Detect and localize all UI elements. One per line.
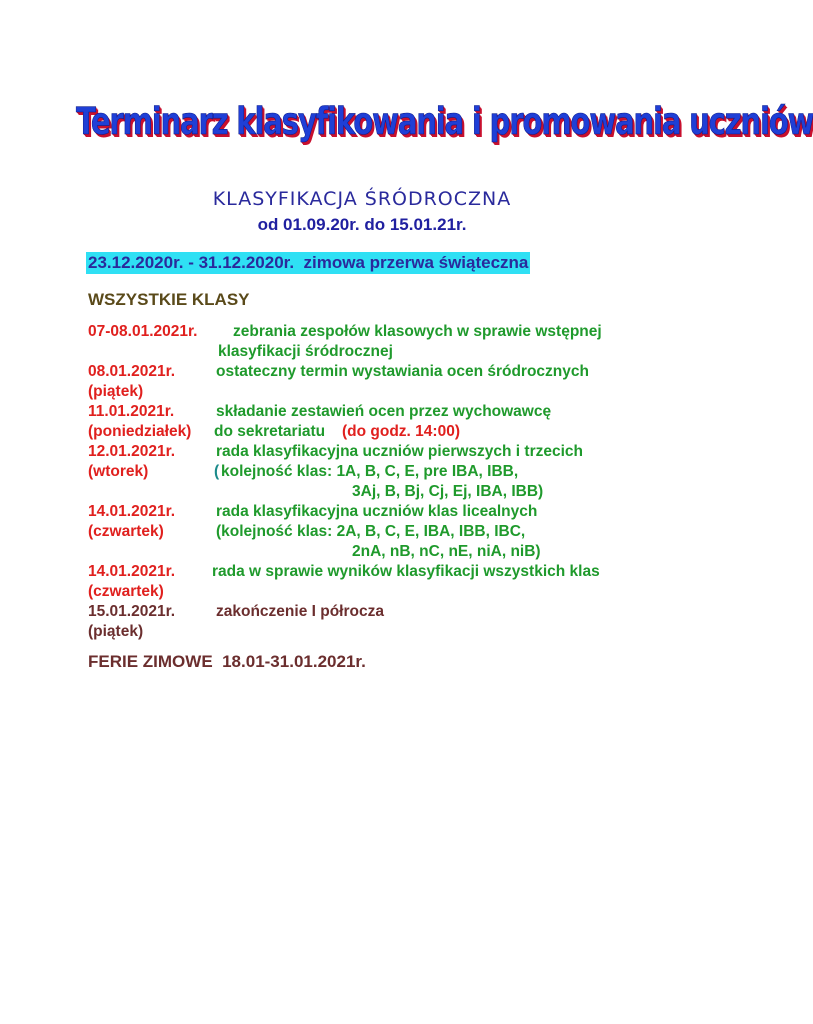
- winter-break: FERIE ZIMOWE 18.01-31.01.2021r.: [88, 652, 366, 671]
- entry-date: 14.01.2021r.: [88, 503, 176, 520]
- entry-text: 2nA, nB, nC, nE, niA, niB): [352, 543, 541, 560]
- entry-text: klasyfikacji śródrocznej: [218, 343, 393, 360]
- entry-text: do sekretariatu: [214, 423, 326, 440]
- entry-date: (piątek): [88, 623, 144, 640]
- entry-text: zebrania zespołów klasowych w sprawie wstępnej: [233, 323, 602, 340]
- holiday-banner: [86, 252, 530, 274]
- entry-text: ostateczny termin wystawiania ocen śródrocznych: [216, 363, 589, 380]
- entry-note: (do godz. 14:00): [342, 423, 460, 440]
- date-range: od 01.09.20r. do 15.01.21r.: [257, 215, 467, 234]
- entry-text: rada klasyfikacyjna uczniów pierwszych i trzecich: [216, 443, 583, 460]
- holiday-label: zimowa przerwa świąteczna: [303, 253, 529, 272]
- entry-text: kolejność klas: 1A, B, C, E, pre IBA, IBB,: [221, 463, 519, 480]
- entry-text: 3Aj, B, Bj, Cj, Ej, IBA, IBB): [352, 483, 544, 500]
- entry-text: (kolejność klas: 2A, B, C, E, IBA, IBB, IBC,: [216, 523, 526, 540]
- entry-date: (czwartek): [88, 583, 164, 600]
- entry-text: rada klasyfikacyjna uczniów klas licealnych: [216, 503, 538, 520]
- entry-paren: (: [214, 463, 220, 480]
- page-title: Terminarz klasyfikowania i promowania uczniów: [76, 100, 813, 143]
- holiday-dates: 23.12.2020r. - 31.12.2020r.: [88, 253, 295, 272]
- entry-date: 08.01.2021r.: [88, 363, 176, 380]
- entry-date: 14.01.2021r.: [88, 563, 176, 580]
- entry-date: (wtorek): [88, 463, 149, 480]
- subtitle: KLASYFIKACJA ŚRÓDROCZNA: [212, 188, 512, 210]
- entry-date: 15.01.2021r.: [88, 603, 176, 620]
- entry-date: 11.01.2021r.: [88, 403, 175, 420]
- entry-date: 07-08.01.2021r.: [88, 323, 198, 340]
- section-heading: WSZYSTKIE KLASY: [88, 290, 250, 309]
- entry-date: (poniedziałek): [88, 423, 192, 440]
- entry-text: rada w sprawie wyników klasyfikacji wszystkich klas: [212, 563, 600, 580]
- entry-text: zakończenie I półrocza: [216, 603, 384, 620]
- entry-date: (piątek): [88, 383, 144, 400]
- entry-text: składanie zestawień ocen przez wychowawcę: [216, 403, 552, 420]
- entry-date: (czwartek): [88, 523, 164, 540]
- entry-date: 12.01.2021r.: [88, 443, 176, 460]
